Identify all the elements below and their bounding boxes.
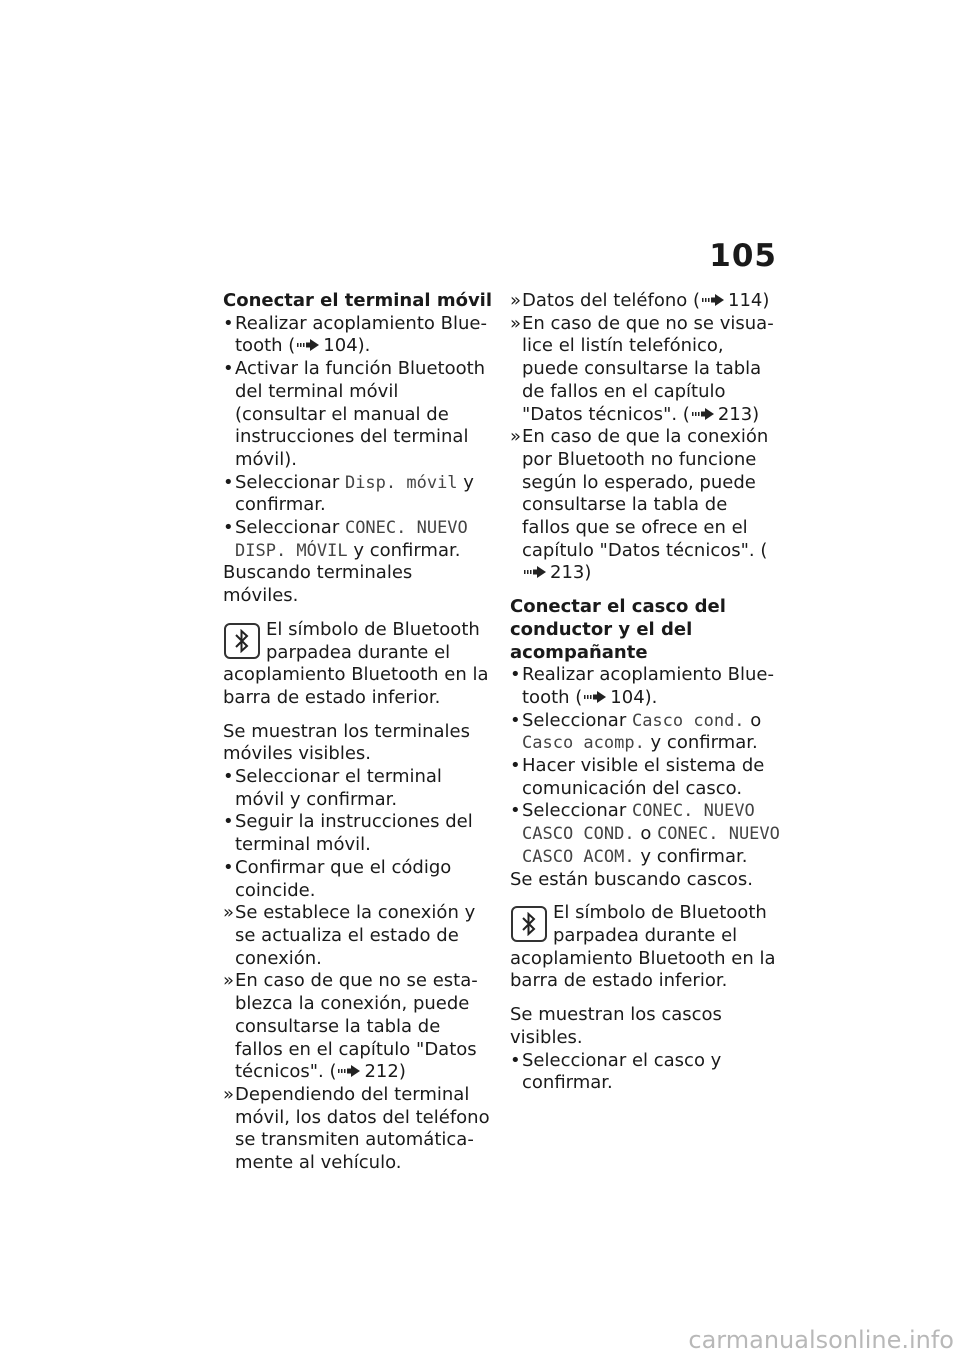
note-bluetooth: El símbolo de Bluetooth parpadea durante el acoplamiento Bluetooth en la barra de estado inferior. <box>510 902 776 992</box>
page-reference[interactable]: 104 <box>323 335 358 357</box>
result-phonebook: » En caso de que no se visualice el listín telefónico, puede consultarse la tabla de fallos en el capítulo "Datos técnicos". ( 213) <box>510 312 774 425</box>
bluetooth-icon <box>511 906 547 942</box>
step-pairing: • Realizar acoplamiento Bluetooth ( 104). <box>223 312 487 357</box>
section-heading-helmet: Conectar el casco del conductor y el del acompañante <box>510 596 726 663</box>
page-reference[interactable]: 212 <box>364 1061 399 1083</box>
arrow-right-icon <box>702 294 724 306</box>
menu-entry: Casco cond. <box>631 710 745 731</box>
right-column <box>510 290 780 1095</box>
menu-entry: CONEC. NUEVO DISP. MÓVIL <box>235 518 468 561</box>
bullet: • <box>223 517 234 539</box>
bullet: • <box>510 755 521 777</box>
step-confirm-code: • Confirmar que el código coincide. <box>223 856 452 901</box>
result-marker: » <box>223 970 235 992</box>
result-bluetooth-issue: » En caso de que la conexión por Bluetooth no funcione según lo esperado, puede consultarse la tabla de fallos que se ofrece en el capítulo "Datos técnicos". (213) <box>510 426 769 584</box>
info-text: Se muestran los terminales móviles visibles. <box>223 720 470 765</box>
step-select-helmet-confirm: • Seleccionar el casco y confirmar. <box>510 1049 722 1094</box>
result-connection-failed: » En caso de que no se establezca la conexión, puede consultarse la tabla de fallos en el capítulo "Datos técnicos". ( 212) <box>223 970 478 1083</box>
menu-entry: Disp. móvil <box>344 472 458 493</box>
page-reference[interactable]: 104 <box>610 686 645 708</box>
page-reference[interactable]: 213 <box>550 562 585 584</box>
step-select-disp: • Seleccionar Disp. móvil y confirmar. <box>223 471 474 516</box>
step-select-new-helmet: • Seleccionar CONEC. NUEVO CASCO COND. o CONEC. NUEVO CASCO ACOM. y confirmar. <box>510 800 780 867</box>
bullet: • <box>223 312 234 334</box>
result-data-transfer: » Dependiendo del terminal móvil, los datos del teléfono se transmiten automáticamente al vehículo. <box>223 1083 490 1174</box>
bluetooth-icon <box>224 623 260 659</box>
bullet: • <box>510 800 521 822</box>
result-marker: » <box>510 312 522 334</box>
bullet: • <box>510 709 521 731</box>
bullet: • <box>510 1049 521 1071</box>
arrow-right-icon <box>524 566 546 578</box>
bullet: • <box>223 471 234 493</box>
menu-entry: Casco acomp. <box>522 733 645 754</box>
info-text: Se muestran los cascos visibles. <box>510 1004 722 1048</box>
step-select-helmet: • Seleccionar Casco cond. o Casco acomp. y confirmar. <box>510 709 762 754</box>
bullet: • <box>223 766 234 788</box>
left-column <box>223 290 493 1175</box>
result-phone-data: » Datos del teléfono ( 114) <box>510 290 770 311</box>
step-activate-bluetooth: • Activar la función Bluetooth del terminal móvil (consultar el manual de instrucciones del terminal móvil). <box>223 358 486 470</box>
status-text: Buscando terminales móviles. <box>223 562 413 607</box>
section-heading-phone: Conectar el terminal móvil <box>223 290 493 311</box>
bullet: • <box>223 811 234 833</box>
arrow-right-icon <box>338 1065 360 1077</box>
arrow-right-icon <box>297 339 319 351</box>
note-bluetooth: El símbolo de Bluetooth parpadea durante el acoplamiento Bluetooth en la barra de estado inferior. <box>223 618 489 708</box>
result-marker: » <box>510 290 522 311</box>
step-follow-instructions: • Seguir la instrucciones del terminal móvil. <box>223 811 473 856</box>
bullet: • <box>223 358 234 380</box>
result-marker: » <box>223 902 235 924</box>
menu-entry: CONEC. NUEVO CASCO COND. <box>522 801 755 845</box>
result-connected: » Se establece la conexión y se actualiza el estado de conexión. <box>223 902 476 969</box>
step-select-terminal: • Seleccionar el terminal móvil y confirmar. <box>223 766 442 810</box>
step-select-new-device: • Seleccionar CONEC. NUEVO DISP. MÓVIL y confirmar. <box>223 517 468 561</box>
arrow-right-icon <box>584 691 606 703</box>
page-reference[interactable]: 213 <box>717 403 753 425</box>
page-number: 105 <box>709 238 777 274</box>
page-reference[interactable]: 114 <box>728 290 763 311</box>
result-marker: » <box>510 426 522 448</box>
step-make-visible: • Hacer visible el sistema de comunicación del casco. <box>510 755 765 799</box>
result-marker: » <box>223 1083 235 1105</box>
menu-entry: CONEC. NUEVO CASCO ACOM. <box>522 824 780 867</box>
bullet: • <box>510 664 521 686</box>
watermark[interactable]: carmanualsonline.info <box>688 1326 954 1354</box>
arrow-right-icon <box>692 408 714 420</box>
status-text: Se están buscando cascos. <box>510 868 753 890</box>
bullet: • <box>223 856 234 878</box>
step-pairing: • Realizar acoplamiento Bluetooth ( 104). <box>510 664 774 708</box>
